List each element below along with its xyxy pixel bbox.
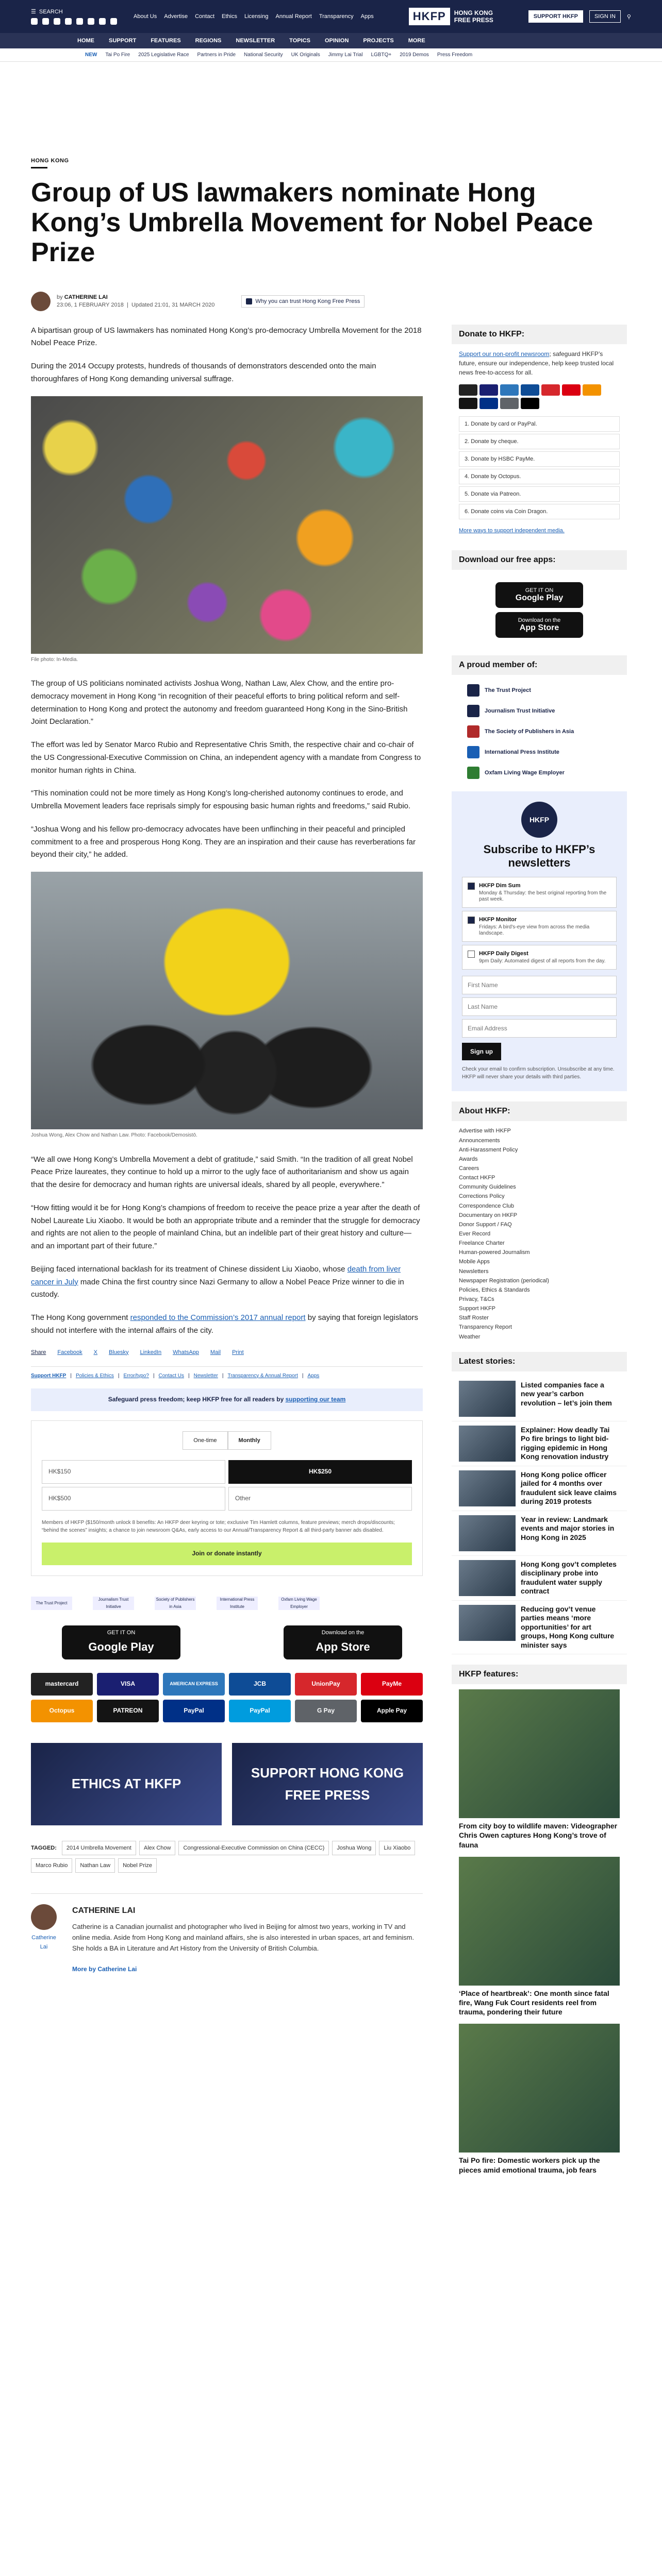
oxfam-logo[interactable]: Oxfam Living Wage Employer	[278, 1597, 320, 1610]
amount-options	[42, 1460, 412, 1511]
article-footer-links: Support HKFP | Policies & Ethics | Error/typo? | Contact Us | Newsletter | Transparency & Annual Report | Apps	[31, 1366, 423, 1381]
paragraph: A bipartisan group of US lawmakers has nominated Hong Kong’s pro-democracy Umbrella Movement for the 2018 Nobel Peace Prize.	[31, 326, 422, 348]
story-thumbnail	[459, 1426, 516, 1462]
about-link[interactable]: Correspondence Club	[459, 1202, 515, 1209]
trust-label: Why you can trust Hong Kong Free Press	[255, 298, 360, 304]
share-bluesky[interactable]: Bluesky	[109, 1349, 129, 1355]
about-link[interactable]: Careers	[459, 1165, 479, 1172]
donate-option[interactable]: 3. Donate by HSBC PayMe.	[459, 451, 620, 467]
latest-story[interactable]	[452, 1421, 627, 1466]
trending-item[interactable]: 2025 Legislative Race	[138, 52, 189, 58]
about-link[interactable]: Contact HKFP	[459, 1175, 495, 1181]
top-bar	[0, 0, 662, 33]
member-label: The Society of Publishers in Asia	[485, 728, 574, 735]
feature-stories	[452, 1689, 627, 2182]
promo-banners	[31, 1743, 423, 1825]
article-kicker[interactable]: HONG KONG	[31, 158, 69, 164]
trust-project-icon	[467, 684, 479, 697]
donate-intro-link[interactable]: Support our non-profit newsroom	[459, 350, 550, 358]
author-bio: Catherine is a Canadian journalist and photographer who lived in Beijing for almost two years, working in TV and online media. Aside from Hong Kong and mainland affairs, she is also interested in urban spaces, art and feminism. She holds a BA in Literature and Art History from the University of British Columbia.	[72, 1923, 415, 1952]
about-link[interactable]: Newspaper Registration (periodical)	[459, 1277, 549, 1284]
paragraph: The effort was led by Senator Marco Rubio and Representative Chris Smith, the respective chair and co-chair of the US Congressional-Executive Commission on China, an independent agency with a mandate from Congress to monitor human rights in China.	[31, 740, 421, 775]
updated-date: Updated 21:01, 31 MARCH 2020	[131, 302, 215, 309]
member-label: Oxfam Living Wage Employer	[485, 769, 565, 776]
top-link-advertise[interactable]: Advertise	[164, 13, 188, 20]
ipi-logo[interactable]: International Press Institute	[217, 1597, 258, 1610]
tab-one-time[interactable]: One-time	[183, 1431, 227, 1450]
nav-regions[interactable]: REGIONS	[195, 38, 222, 44]
member-item[interactable]	[452, 742, 627, 762]
more-ways-link[interactable]: More ways to support independent media.	[459, 527, 565, 534]
paragraph: “We all owe Hong Kong’s Umbrella Movement a debt of gratitude,” said Smith. “In the tradition of all great Nobel Peace Prize laureates, they continue to hold up a mirror to the ugly face of authoritarianism and show us again that the desire for democracy and human rights are universal ideals, shared by all people, everywhere.”	[31, 1155, 413, 1190]
store-big-text: Google Play	[88, 1640, 154, 1653]
article-body	[31, 325, 423, 2182]
join-donate-button[interactable]: Join or donate instantly	[42, 1543, 412, 1565]
paragraph: During the 2014 Occupy protests, hundreds of thousands of demonstrators descended onto the main thoroughfares of Hong Kong demanding universal suffrage.	[31, 362, 376, 383]
share-print[interactable]: Print	[232, 1349, 244, 1355]
story-thumbnail	[459, 1515, 516, 1551]
nav-opinion[interactable]: OPINION	[324, 38, 349, 44]
newsletter-footnote: Check your email to confirm subscription. Unsubscribe at any time. HKFP will never share your details with third parties.	[462, 1066, 615, 1080]
google-pay-icon[interactable]	[500, 398, 519, 409]
paragraph-text: made China the first country since Nazi Germany to allow a Nobel Peace Prize winner to die in custody.	[31, 1277, 404, 1299]
amount-option[interactable]: HK$500	[42, 1487, 225, 1511]
nav-topics[interactable]: TOPICS	[289, 38, 310, 44]
umbrella-protest-photo	[31, 396, 423, 654]
visa-icon[interactable]: VISA	[97, 1673, 159, 1696]
latest-story[interactable]	[452, 1377, 627, 1421]
last-name-input[interactable]	[462, 997, 617, 1016]
byline-by: by	[57, 294, 63, 301]
unionpay-icon[interactable]	[541, 384, 560, 396]
top-link-licensing[interactable]: Licensing	[244, 13, 269, 20]
paragraph	[31, 1263, 423, 1301]
logo-wordmark	[454, 9, 493, 24]
tag[interactable]: Nathan Law	[75, 1858, 115, 1873]
donate-box	[31, 1420, 423, 1576]
story-thumbnail	[459, 1470, 516, 1506]
telegram-icon[interactable]	[76, 18, 83, 25]
top-bar-right	[528, 10, 631, 23]
activists-photo	[31, 872, 423, 1129]
first-name-input[interactable]	[462, 976, 617, 994]
newsletter-name: HKFP Daily Digest	[479, 951, 528, 957]
content-wrap	[31, 158, 631, 2182]
signup-button[interactable]: Sign up	[462, 1043, 501, 1060]
trending-item[interactable]: 2019 Demos	[400, 52, 429, 58]
donate-banner-text: Safeguard press freedom; keep HKFP free for all readers by	[108, 1396, 286, 1403]
about-link[interactable]: Community Guidelines	[459, 1184, 516, 1191]
about-link[interactable]: Staff Roster	[459, 1315, 489, 1321]
support-button[interactable]: SUPPORT HKFP	[528, 10, 583, 23]
share-label: Share	[31, 1349, 46, 1355]
store-small-text: GET IT ON	[107, 1630, 136, 1636]
trending-item[interactable]: LGBTQ+	[371, 52, 392, 58]
payme-icon[interactable]: PayMe	[361, 1673, 423, 1696]
sign-in-button[interactable]: SIGN IN	[589, 10, 621, 23]
sopa-icon	[467, 725, 479, 738]
trending-bar	[0, 48, 662, 62]
member-item[interactable]	[452, 701, 627, 721]
top-link-ethics[interactable]: Ethics	[222, 13, 237, 20]
about-link[interactable]: Anti-Harassment Policy	[459, 1146, 518, 1153]
paragraph: “Joshua Wong and his fellow pro-democracy advocates have been unflinching in their peaceful and principled commitment to a free and prosperous Hong Kong. They are an inspiration and their cause has reverberations far beyond their city,” he added.	[31, 824, 416, 859]
story-title: Explainer: How deadly Tai Po fire brings to light bid-rigging epidemic in Hong Kong renovation industry	[521, 1425, 610, 1461]
tag[interactable]: Joshua Wong	[332, 1841, 376, 1855]
social-icons	[31, 18, 117, 25]
author-box	[31, 1893, 423, 1975]
feature-image	[459, 1857, 620, 1986]
top-link-transparency[interactable]: Transparency	[319, 13, 354, 20]
jti-logo[interactable]: Journalism Trust Initiative	[93, 1597, 134, 1610]
trending-item[interactable]: Press Freedom	[437, 52, 473, 58]
about-link[interactable]: Privacy, T&Cs	[459, 1296, 494, 1303]
about-link[interactable]: Corrections Policy	[459, 1193, 505, 1200]
trust-icon	[246, 298, 252, 304]
share-linkedin[interactable]: LinkedIn	[140, 1349, 162, 1355]
newsletter-desc: 9pm Daily: Automated digest of all reports from the day.	[479, 958, 606, 964]
search-icon[interactable]: ⚲	[626, 13, 631, 20]
author-photo	[31, 1904, 57, 1930]
app-store-button[interactable]	[495, 612, 583, 638]
story-title: Year in review: Landmark events and major stories in Hong Kong in 2025	[521, 1515, 615, 1541]
paragraph: The group of US politicians nominated activists Joshua Wong, Nathan Law, Alex Chow, and the entire pro-democracy movement in Hong Kong “in recognition of their peaceful efforts to bring political reform and self-determination to Hong Kong and protect the autonomy and freedom guaranteed Hong Kong in the Sino-British Joint Declaration.”	[31, 679, 408, 726]
about-heading: About HKFP:	[452, 1101, 627, 1121]
tag[interactable]: Congressional-Executive Commission on China (CECC)	[178, 1841, 329, 1855]
amount-option[interactable]: HK$150	[42, 1460, 225, 1484]
trust-logos	[31, 1597, 423, 1610]
trust-project-logo[interactable]: The Trust Project	[31, 1597, 72, 1610]
sopa-logo[interactable]: Society of Publishers in Asia	[155, 1597, 196, 1610]
latest-story[interactable]	[452, 1511, 627, 1556]
feature-story[interactable]	[452, 1689, 627, 1857]
features-heading: HKFP features:	[452, 1665, 627, 1684]
threads-icon[interactable]	[99, 18, 106, 25]
about-link[interactable]: Freelance Charter	[459, 1240, 505, 1247]
footer-link-transparency[interactable]: Transparency & Annual Report	[227, 1372, 298, 1379]
store-small-text: Download on the	[518, 617, 561, 623]
paypal-icon[interactable]: PayPal	[163, 1700, 225, 1722]
feature-title: From city boy to wildlife maven: Videographer Chris Owen captures Hong Kong’s trove of fauna	[459, 1822, 618, 1849]
sidebar-payment-icons	[452, 377, 627, 416]
story-title: Reducing gov’t venue parties means ‘more opportunities’ for art groups, Hong Kong culture minister says	[521, 1604, 615, 1649]
member-label: The Trust Project	[485, 687, 531, 693]
story-thumbnail	[459, 1560, 516, 1596]
email-input[interactable]	[462, 1019, 617, 1038]
photo-caption: Joshua Wong, Alex Chow and Nathan Law. Photo: Facebook/Demosistō.	[31, 1132, 197, 1139]
donate-option[interactable]: 2. Donate by cheque.	[459, 434, 620, 449]
top-link-apps[interactable]: Apps	[360, 13, 374, 20]
member-item[interactable]	[452, 762, 627, 783]
latest-story[interactable]	[452, 1556, 627, 1601]
about-link[interactable]: Documentary on HKFP	[459, 1212, 518, 1218]
logo-line-1: HONG KONG	[454, 9, 493, 16]
top-links	[134, 13, 374, 20]
feature-story[interactable]	[452, 1857, 627, 2024]
about-link[interactable]: Advertise with HKFP	[459, 1128, 511, 1134]
tag[interactable]: Liu Xiaobo	[379, 1841, 415, 1855]
feature-image	[459, 2024, 620, 2153]
photo-caption: File photo: In-Media.	[31, 656, 78, 663]
about-link[interactable]: Announcements	[459, 1137, 500, 1144]
member-heading: A proud member of:	[452, 655, 627, 675]
octopus-icon[interactable]	[583, 384, 601, 396]
donate-option[interactable]: 6. Donate coins via Coin Dragon.	[459, 504, 620, 519]
about-link[interactable]: Awards	[459, 1156, 478, 1162]
checkbox-checked-icon[interactable]	[468, 883, 475, 890]
newsletter-logo: HKFP	[521, 802, 557, 838]
search-label: SEARCH	[39, 8, 63, 15]
about-link[interactable]: Human-powered Journalism	[459, 1249, 530, 1256]
linkedin-icon[interactable]	[65, 18, 72, 25]
newsletter-option[interactable]	[462, 945, 617, 970]
trending-label: NEW	[85, 52, 97, 58]
tag[interactable]: Marco Rubio	[31, 1858, 72, 1873]
mastercard-icon[interactable]: mastercard	[31, 1673, 93, 1696]
main-columns	[31, 325, 631, 2182]
google-play-button[interactable]	[495, 582, 583, 608]
bluesky-icon[interactable]	[110, 18, 117, 25]
frequency-tabs	[42, 1431, 412, 1450]
trending-item[interactable]: National Security	[244, 52, 283, 58]
tag[interactable]: Alex Chow	[139, 1841, 176, 1855]
paragraph-text: The Hong Kong government	[31, 1313, 130, 1323]
inline-link[interactable]: death from liver cancer in July	[31, 1264, 401, 1286]
nav-more[interactable]: MORE	[408, 38, 425, 44]
feature-title: Tai Po fire: Domestic workers pick up the pieces amid emotional trauma, job fears	[459, 2156, 600, 2174]
inline-link[interactable]: responded to the Commission’s 2017 annual report	[130, 1313, 306, 1323]
share-bar	[31, 1348, 423, 1357]
kicker-divider	[31, 167, 47, 168]
author-name[interactable]: CATHERINE LAI	[72, 1906, 136, 1915]
footer-link-apps[interactable]: Apps	[307, 1372, 320, 1379]
nav-support[interactable]: SUPPORT	[109, 38, 137, 44]
payme-icon[interactable]	[562, 384, 581, 396]
newsletter-option[interactable]	[462, 877, 617, 908]
ethics-banner[interactable]: ETHICS AT HKFP	[31, 1743, 222, 1825]
article-dates: 23:06, 1 FEBRUARY 2018 | Updated 21:01, 31 MARCH 2020	[57, 302, 215, 309]
sidebar-app-stores	[452, 575, 627, 645]
tag[interactable]: 2014 Umbrella Movement	[62, 1841, 136, 1855]
about-link[interactable]: Policies, Ethics & Standards	[459, 1286, 530, 1293]
tagged-label: TAGGED:	[31, 1844, 57, 1851]
footer-link-support[interactable]: Support HKFP	[31, 1372, 67, 1379]
checkbox-icon[interactable]	[468, 951, 475, 958]
share-x[interactable]: X	[93, 1349, 98, 1355]
feature-title: ‘Place of heartbreak’: One month since fatal fire, Wang Fuk Court residents reel from trauma, pondering their future	[459, 1989, 609, 2016]
store-small-text: GET IT ON	[525, 587, 554, 594]
footer-link-policies[interactable]: Policies & Ethics	[75, 1372, 114, 1379]
main-nav	[0, 33, 662, 48]
membership-note: Members of HKFP ($150/month unlock 8 benefits: An HKFP deer keyring or tote; exclusive Tim Hamlett columns, feature previews; merch drops/discounts; “behind the scenes” insights; a chance to join newsroom Q&As, early access to our Annual/Transparency Report & all third-party banner ads disabled.	[42, 1519, 395, 1533]
donate-option[interactable]: 1. Donate by card or PayPal.	[459, 416, 620, 432]
top-bar-left	[31, 8, 374, 25]
app-store-button[interactable]	[284, 1625, 402, 1659]
published-date: 23:06, 1 FEBRUARY 2018	[57, 302, 124, 309]
latest-stories	[452, 1377, 627, 1655]
top-link-contact[interactable]: Contact	[195, 13, 215, 20]
facebook-icon[interactable]	[42, 18, 49, 25]
jcb-icon[interactable]: JCB	[229, 1673, 291, 1696]
amount-option-other[interactable]: Other	[228, 1487, 412, 1511]
site-logo[interactable]	[409, 8, 493, 25]
support-banner[interactable]: SUPPORT HONG KONG FREE PRESS	[232, 1743, 423, 1825]
newsletter-desc: Monday & Thursday: the best original reporting from the past week.	[479, 890, 607, 903]
about-link[interactable]: Weather	[459, 1333, 481, 1340]
tab-monthly[interactable]: Monthly	[228, 1431, 271, 1450]
donate-intro-text: ; safeguard HKFP’s future, ensure our independence, help keep trusted local news free-to-access for all.	[459, 350, 614, 376]
paragraph	[31, 1312, 423, 1337]
donate-option[interactable]: 4. Donate by Octopus.	[459, 469, 620, 484]
footer-link-contact[interactable]: Contact Us	[158, 1372, 185, 1379]
about-link[interactable]: Donor Support / FAQ	[459, 1221, 512, 1228]
newsletter-name: HKFP Dim Sum	[479, 883, 521, 889]
store-big-text: App Store	[519, 623, 559, 632]
amount-option-selected[interactable]: HK$250	[228, 1460, 412, 1484]
logo-mark: HKFP	[409, 8, 450, 25]
x-icon[interactable]	[31, 18, 38, 25]
paragraph-text: by saying that foreign legislators should not interfere with the internal affairs of the city.	[31, 1313, 419, 1335]
more-by-author-link[interactable]: More by Catherine Lai	[72, 1965, 137, 1973]
store-big-text: Google Play	[515, 593, 564, 602]
about-link[interactable]: Transparency Report	[459, 1324, 512, 1331]
octopus-icon[interactable]: Octopus	[31, 1700, 93, 1722]
sidebar	[452, 325, 627, 2182]
tag[interactable]: Nobel Prize	[118, 1858, 157, 1873]
feature-story[interactable]	[452, 2024, 627, 2181]
amex-icon[interactable]: AMERICAN EXPRESS	[163, 1673, 225, 1696]
nav-features[interactable]: FEATURES	[151, 38, 181, 44]
youtube-icon[interactable]	[88, 18, 94, 25]
trending-item[interactable]: Tai Po Fire	[105, 52, 130, 58]
share-whatsapp[interactable]: WhatsApp	[173, 1349, 199, 1355]
apple-pay-icon[interactable]	[521, 398, 539, 409]
latest-story[interactable]	[452, 1466, 627, 1511]
author-small-name: Catherine Lai	[31, 1934, 56, 1951]
instagram-icon[interactable]	[54, 18, 60, 25]
apple-pay-icon[interactable]: Apple Pay	[361, 1700, 423, 1722]
logo-line-2: FREE PRESS	[454, 16, 493, 24]
google-play-button[interactable]	[62, 1625, 180, 1659]
trust-badge[interactable]	[241, 295, 365, 308]
newsletter-box	[452, 791, 627, 1092]
about-link[interactable]: Ever Record	[459, 1231, 491, 1238]
donate-options	[452, 416, 627, 519]
story-thumbnail	[459, 1605, 516, 1641]
share-mail[interactable]: Mail	[210, 1349, 221, 1355]
byline	[31, 292, 631, 311]
newsletter-desc: Fridays: A bird's-eye view from across the media landscape.	[479, 924, 590, 937]
donate-banner	[31, 1388, 423, 1411]
google-pay-icon[interactable]: G Pay	[295, 1700, 357, 1722]
menu-icon: ☰	[31, 9, 36, 15]
donate-intro	[452, 349, 627, 377]
newsletter-name: HKFP Monitor	[479, 917, 517, 923]
store-small-text: Download on the	[321, 1630, 365, 1636]
about-link[interactable]: Support HKFP	[459, 1306, 495, 1312]
trending-item[interactable]: UK Originals	[291, 52, 320, 58]
nav-newsletter[interactable]: NEWSLETTER	[236, 38, 275, 44]
nav-home[interactable]: HOME	[77, 38, 94, 44]
donate-banner-link[interactable]: supporting our team	[285, 1396, 346, 1403]
patreon-icon[interactable]	[459, 398, 477, 409]
nav-projects[interactable]: PROJECTS	[363, 38, 394, 44]
paypal-icon[interactable]	[479, 398, 498, 409]
top-link-about[interactable]: About Us	[134, 13, 157, 20]
checkbox-checked-icon[interactable]	[468, 917, 475, 924]
trending-item[interactable]: Partners in Pride	[197, 52, 236, 58]
feature-image	[459, 1689, 620, 1818]
story-thumbnail	[459, 1381, 516, 1417]
footer-link-newsletter[interactable]: Newsletter	[193, 1372, 218, 1379]
about-link[interactable]: Mobile Apps	[459, 1259, 490, 1265]
paragraph-text: Beijing faced international backlash for its treatment of Chinese dissident Liu Xiaobo, whose	[31, 1264, 347, 1274]
top-link-annual-report[interactable]: Annual Report	[275, 13, 312, 20]
amex-icon[interactable]	[500, 384, 519, 396]
visa-icon[interactable]	[479, 384, 498, 396]
paypal-icon[interactable]: PayPal	[229, 1700, 291, 1722]
footer-link-error[interactable]: Error/typo?	[123, 1372, 149, 1379]
member-label: Journalism Trust Initiative	[485, 707, 555, 714]
tag-list	[31, 1841, 423, 1873]
story-title: Listed companies face a new year’s carbon revolution – let’s join them	[521, 1380, 612, 1407]
unionpay-icon[interactable]: UnionPay	[295, 1673, 357, 1696]
article-title: Group of US lawmakers nominate Hong Kong’s Umbrella Movement for Nobel Peace Prize	[31, 178, 593, 268]
trending-item[interactable]: Jimmy Lai Trial	[328, 52, 363, 58]
share-facebook[interactable]: Facebook	[57, 1349, 82, 1355]
story-title: Hong Kong police officer jailed for 4 months over fraudulent sick leave claims during 2019 protests	[521, 1470, 617, 1506]
member-label: International Press Institute	[485, 749, 559, 755]
about-list	[452, 1126, 627, 1341]
jti-icon	[467, 705, 479, 717]
member-item[interactable]	[452, 680, 627, 701]
author-avatar[interactable]	[31, 292, 51, 311]
author-box-avatar[interactable]	[31, 1904, 57, 1975]
paragraph: “How fitting would it be for Hong Kong’s champions of freedom to receive the peace prize a year after the death of Nobel Laureate Liu Xiaobo. It would be both an appropriate tribute and a reminder that the struggle for democracy and rights are not alien to the people of mainland China, but an indelible part of their great history and culture—and an important part of their future.”	[31, 1203, 420, 1251]
donate-option[interactable]: 5. Donate via Patreon.	[459, 486, 620, 502]
author-link[interactable]: CATHERINE LAI	[64, 294, 108, 301]
mastercard-icon[interactable]	[459, 384, 477, 396]
newsletter-title: Subscribe to HKFP’s newsletters	[483, 842, 595, 870]
paragraph: “This nomination could not be more timely as Hong Kong’s long-cherished autonomy continues to erode, and Umbrella Movement leaders face reprisals simply for espousing basic human rights and freedoms,” said Rubio.	[31, 789, 411, 811]
jcb-icon[interactable]	[521, 384, 539, 396]
donate-heading: Donate to HKFP:	[452, 325, 627, 344]
newsletter-option[interactable]	[462, 911, 617, 942]
payment-methods	[31, 1673, 423, 1722]
ipi-icon	[467, 746, 479, 758]
latest-heading: Latest stories:	[452, 1352, 627, 1371]
apps-heading: Download our free apps:	[452, 550, 627, 570]
about-link[interactable]: Newsletters	[459, 1268, 489, 1275]
store-big-text: App Store	[316, 1640, 370, 1653]
search-toggle[interactable]	[31, 8, 117, 15]
story-title: Hong Kong gov’t completes disciplinary probe into fraudulent water supply contract	[521, 1560, 617, 1596]
latest-story[interactable]	[452, 1601, 627, 1655]
patreon-icon[interactable]: PATREON	[97, 1700, 159, 1722]
member-item[interactable]	[452, 721, 627, 742]
app-store-row	[31, 1625, 423, 1659]
oxfam-icon	[467, 767, 479, 779]
